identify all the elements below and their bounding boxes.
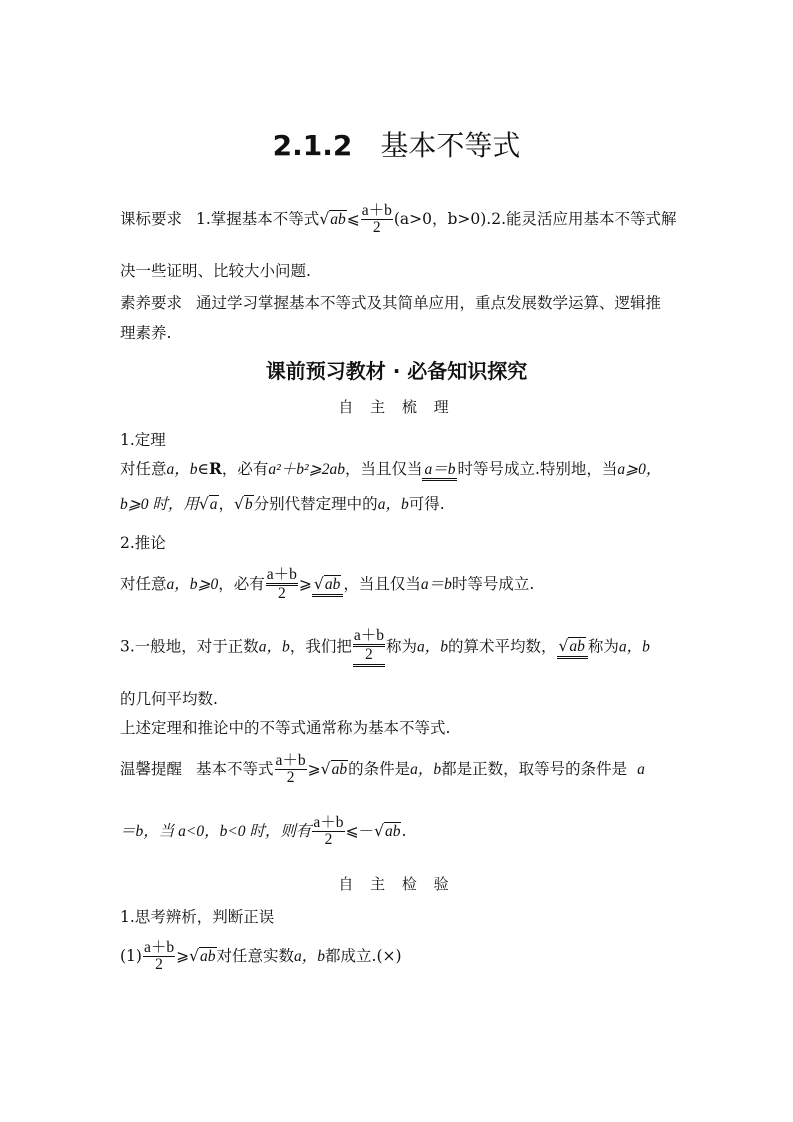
theorem-heading: 1.定理	[120, 431, 166, 449]
corollary-heading: 2.推论	[120, 534, 166, 552]
requirements-label: 课标要求	[120, 209, 183, 228]
means-line-3: 上述定理和推论中的不等式通常称为基本不等式.	[120, 719, 451, 737]
means-line-1: 3.一般地，对于正数a，b，我们把 $\frac{a+b}{2}$ 称为a，b的算术平均数， √ab 称为a，b	[120, 628, 650, 667]
fraction-a-plus-b-over-2: $\frac{a+b}{2}$	[313, 814, 344, 849]
means-line-2: 的几何平均数.	[120, 690, 218, 708]
sqrt-ab: √ab	[312, 575, 343, 597]
title-number: 2.1.2	[272, 129, 353, 162]
requirements-line-2: 决一些证明、比较大小问题.	[120, 262, 311, 280]
answer-blank-a-equals-b: a＝b	[422, 461, 457, 481]
tip-line-2: ＝b，当 a<0，b<0 时，则有 $\frac{a+b}{2}$ ⩽－√ab.	[120, 814, 407, 849]
theorem-line-2: b⩾0 时，用√a，√b分别代替定理中的a，b可得.	[120, 495, 445, 513]
fraction-a-plus-b-over-2: $\frac{a+b}{2}$	[353, 628, 385, 667]
fraction-a-plus-b-over-2: $\frac{a+b}{2}$	[275, 752, 306, 787]
section-heading-preview: 课前预习教材 · 必备知识探究	[265, 359, 528, 383]
literacy-line-1: 素养要求 通过学习掌握基本不等式及其简单应用，重点发展数学运算、逻辑推	[120, 294, 662, 312]
check-heading: 1.思考辨析，判断正误	[120, 908, 275, 926]
sqrt-ab: √ab	[374, 821, 401, 840]
sqrt-ab: √ab	[557, 637, 588, 659]
page-title	[0, 124, 793, 164]
tip-line-1: 温馨提醒 基本不等式 $\frac{a+b}{2}$ ⩾√ab的条件是a，b都是正数，取等号的条件是 a	[120, 752, 645, 787]
sqrt-b: √b	[234, 495, 253, 513]
title-text: 基本不等式	[380, 129, 521, 162]
theorem-line-1: 对任意a，b∈R，必有a²＋b²⩾2ab，当且仅当 a＝b 时等号成立.特别地，当a⩾0，	[120, 457, 661, 479]
fraction-a-plus-b-over-2: $\frac{a+b}{2}$	[143, 939, 175, 974]
subsection-self-check: 自 主 检 验	[338, 875, 455, 893]
subsection-self-review: 自 主 梳 理	[338, 398, 455, 416]
corollary-line: 对任意a，b⩾0，必有 $\frac{a+b}{2}$ ⩾ √ab ，当且仅当a＝b时等号成立.	[120, 566, 535, 603]
literacy-line-2: 理素养.	[120, 324, 172, 342]
check-item-1: (1) $\frac{a+b}{2}$ ⩾√ab对任意实数a，b都成立.(×)	[120, 939, 402, 974]
literacy-label: 素养要求	[120, 294, 183, 312]
sqrt-ab: √ab	[319, 209, 346, 228]
sqrt-ab: √ab	[189, 946, 216, 965]
sqrt-a: √a	[198, 495, 218, 513]
fraction-a-plus-b-over-2: $\frac{a+b}{2}$	[361, 202, 392, 237]
fraction-a-plus-b-over-2: $\frac{a+b}{2}$	[266, 566, 297, 603]
tip-label: 温馨提醒	[120, 759, 183, 778]
requirements-line-1: 课标要求 1.掌握基本不等式√ab⩽ $\frac{a+b}{2}$ (a>0，b>0).2.能灵活应用基本不等式解	[120, 202, 677, 237]
sqrt-ab: √ab	[320, 759, 348, 778]
